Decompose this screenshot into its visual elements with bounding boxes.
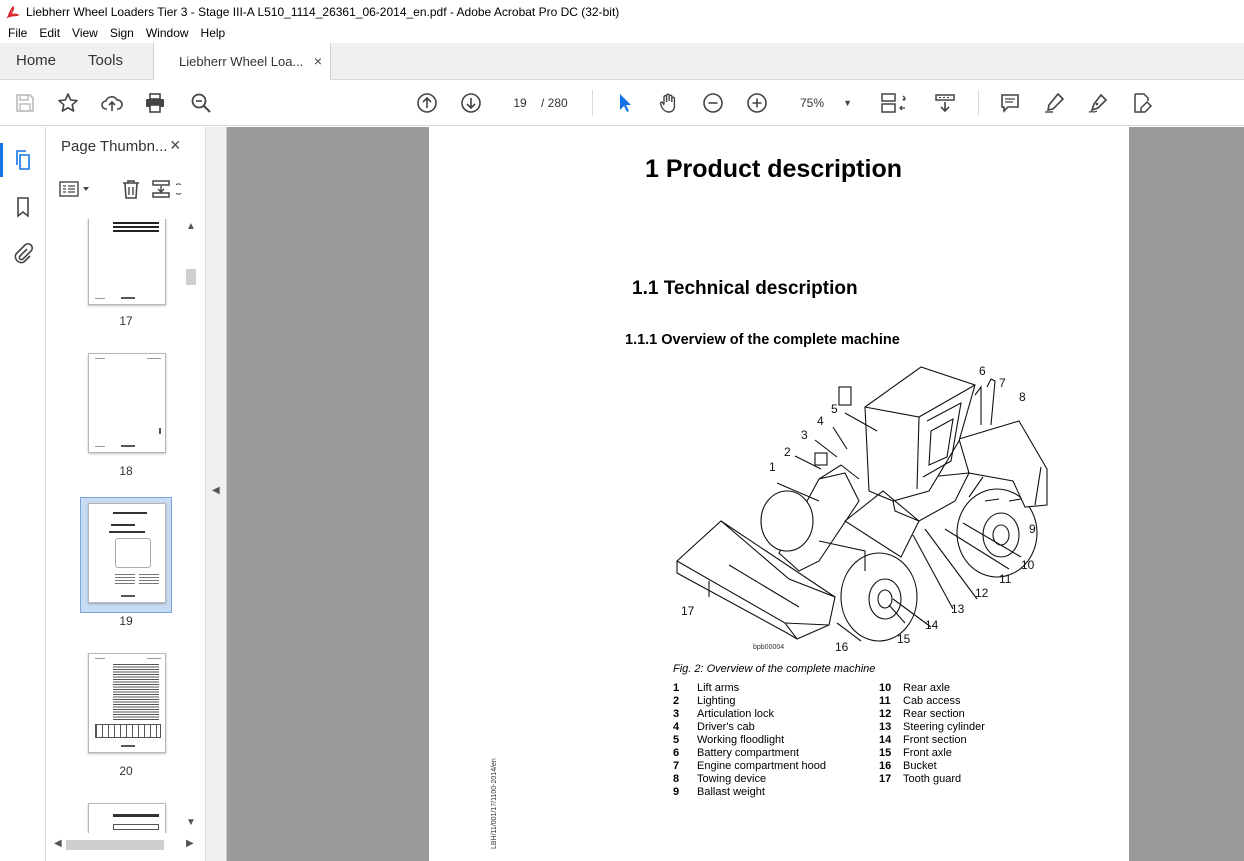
- delete-pages-button[interactable]: [118, 177, 144, 201]
- zoom-in-button[interactable]: [744, 90, 770, 116]
- callout-14: 14: [925, 618, 939, 632]
- scroll-page-icon: [934, 92, 956, 114]
- callout-3: 3: [801, 428, 808, 442]
- scrollbar-thumb[interactable]: [186, 269, 196, 285]
- pdf-page: [429, 127, 1129, 861]
- thumbnail-page-21[interactable]: [88, 803, 166, 833]
- scroll-down-icon[interactable]: ▼: [186, 817, 196, 828]
- edit-pdf-button[interactable]: [1129, 90, 1155, 116]
- callout-6: 6: [979, 364, 986, 378]
- legend-item: 17 Tooth guard: [879, 773, 962, 785]
- bookmarks-toggle[interactable]: [10, 194, 36, 220]
- page-thumbnails-icon: [12, 149, 34, 171]
- callout-5: 5: [831, 402, 838, 416]
- arrow-down-circle-icon: [460, 92, 482, 114]
- tab-tools[interactable]: Tools: [88, 52, 124, 69]
- legend-item: 9 Ballast weight: [673, 786, 765, 798]
- select-tool-button[interactable]: [612, 90, 638, 116]
- legend-item: 10 Rear axle: [879, 682, 951, 694]
- callout-7: 7: [999, 376, 1006, 390]
- scroll-up-icon[interactable]: ▲: [186, 221, 196, 232]
- star-icon: [57, 92, 79, 114]
- panel-title: Page Thumbn...: [61, 138, 168, 155]
- callout-17: 17: [681, 604, 695, 618]
- next-page-button[interactable]: [458, 90, 484, 116]
- comment-button[interactable]: [997, 90, 1023, 116]
- menu-bar: [0, 23, 1244, 43]
- extract-pages-button[interactable]: [148, 177, 174, 201]
- scroll-right-icon[interactable]: ▶: [186, 838, 194, 849]
- page-fit-button[interactable]: [876, 90, 912, 116]
- legend-item: 4 Driver's cab: [673, 721, 755, 733]
- upload-button[interactable]: [99, 90, 125, 116]
- callout-8: 8: [1019, 390, 1026, 404]
- legend-item: 16 Bucket: [879, 760, 937, 772]
- wheel-loader-figure: [669, 361, 1049, 653]
- find-button[interactable]: [188, 90, 214, 116]
- section-heading: 1.1 Technical description: [632, 278, 858, 299]
- callout-16: 16: [835, 640, 849, 653]
- menu-window[interactable]: Window: [145, 26, 189, 40]
- title-bar: [0, 0, 1244, 23]
- thumbnail-label-18: 18: [119, 464, 133, 478]
- list-options-icon: [58, 178, 92, 200]
- legend-right: [879, 682, 985, 786]
- legend-item: 7 Engine compartment hood: [673, 760, 827, 772]
- collapse-left-icon: ◀: [212, 485, 220, 496]
- navigation-rail: [0, 127, 46, 861]
- hand-icon: [658, 92, 680, 114]
- menu-sign[interactable]: Sign: [109, 26, 134, 40]
- callout-11: 11: [999, 572, 1012, 586]
- print-button[interactable]: [142, 90, 168, 116]
- rotate-pages-button[interactable]: [176, 177, 190, 201]
- callout-13: 13: [951, 602, 965, 616]
- menu-file[interactable]: File: [8, 26, 28, 40]
- figure-code: bpb00004: [753, 644, 785, 651]
- callout-15: 15: [897, 632, 911, 646]
- toolbar-divider: [592, 90, 593, 116]
- hand-tool-button[interactable]: [656, 90, 682, 116]
- save-button[interactable]: [12, 90, 38, 116]
- zoom-level-value: 75%: [800, 96, 825, 110]
- minus-circle-icon: [702, 92, 724, 114]
- rotate-icon: [176, 178, 190, 200]
- callout-1: 1: [769, 460, 776, 474]
- paperclip-icon: [12, 242, 34, 264]
- bookmark-icon: [12, 196, 34, 218]
- scroll-mode-button[interactable]: [932, 90, 958, 116]
- cloud-upload-icon: [101, 92, 123, 114]
- thumbnail-page-19[interactable]: [88, 503, 166, 603]
- thumbnail-options-button[interactable]: [58, 177, 92, 201]
- tab-document[interactable]: [153, 43, 331, 80]
- page-total: / 280: [541, 96, 568, 110]
- subsection-heading: 1.1.1 Overview of the complete machine: [625, 332, 900, 348]
- arrow-up-circle-icon: [416, 92, 438, 114]
- legend-item: 3 Articulation lock: [673, 708, 775, 720]
- callout-9: 9: [1029, 522, 1036, 536]
- page-thumbnails-toggle[interactable]: [10, 147, 36, 173]
- thumbnail-label-17: 17: [119, 314, 133, 328]
- fit-page-icon: [879, 92, 909, 114]
- legend-item: 15 Front axle: [879, 747, 952, 759]
- draw-button[interactable]: [1085, 90, 1111, 116]
- page-extract-icon: [150, 178, 172, 200]
- figure-caption: Fig. 2: Overview of the complete machine: [673, 663, 876, 675]
- thumbnail-vertical-scrollbar[interactable]: [184, 219, 198, 833]
- legend-left: [673, 682, 826, 799]
- tab-bar: [0, 43, 1244, 80]
- legend-item: 8 Towing device: [673, 773, 767, 785]
- document-side-code: LBH/11/001/17/1100-2014/en: [491, 758, 498, 849]
- thumbnail-page-20[interactable]: [88, 653, 166, 753]
- callout-10: 10: [1021, 558, 1035, 572]
- menu-view[interactable]: View: [72, 26, 98, 40]
- page-thumbnails-panel: [46, 127, 206, 861]
- document-viewer[interactable]: [227, 127, 1244, 861]
- close-panel-icon[interactable]: ×: [170, 135, 181, 155]
- fountain-pen-icon: [1087, 92, 1109, 114]
- trash-icon: [120, 178, 142, 200]
- window-title: Liebherr Wheel Loaders Tier 3 - Stage III-A L510_1114_26361_06-2014_en.pdf - Adobe Acrobat Pro DC (32-bit): [26, 4, 620, 19]
- thumbnail-label-20: 20: [119, 764, 133, 778]
- comment-icon: [999, 92, 1021, 114]
- zoom-level-select[interactable]: [792, 91, 856, 115]
- legend-item: 12 Rear section: [879, 708, 965, 720]
- toolbar: [0, 80, 1244, 126]
- previous-page-button[interactable]: [414, 90, 440, 116]
- thumbnail-page-18[interactable]: [88, 353, 166, 453]
- menu-help[interactable]: Help: [200, 26, 226, 40]
- thumbnail-horizontal-scrollbar[interactable]: [52, 837, 198, 853]
- toolbar-divider: [978, 90, 979, 116]
- menu-edit[interactable]: Edit: [39, 26, 61, 40]
- zoom-search-icon: [190, 92, 212, 114]
- close-tab-icon[interactable]: ×: [313, 53, 322, 69]
- legend-item: 13 Steering cylinder: [879, 721, 985, 733]
- plus-circle-icon: [746, 92, 768, 114]
- acrobat-logo-icon: [6, 5, 20, 19]
- legend-item: 14 Front section: [879, 734, 967, 746]
- document-edit-icon: [1131, 92, 1153, 114]
- page-number-input[interactable]: 19: [503, 91, 537, 115]
- legend-item: 11 Cab access: [879, 695, 961, 707]
- chapter-heading: 1 Product description: [645, 155, 902, 183]
- panel-collapse-handle[interactable]: [206, 127, 227, 861]
- highlight-button[interactable]: [1041, 90, 1067, 116]
- legend-item: 1 Lift arms: [673, 682, 740, 694]
- thumbnail-list[interactable]: [46, 219, 206, 833]
- legend-item: 2 Lighting: [673, 695, 736, 707]
- scroll-left-icon[interactable]: ◀: [54, 838, 62, 849]
- bookmark-star-button[interactable]: [55, 90, 81, 116]
- printer-icon: [144, 92, 166, 114]
- callout-4: 4: [817, 414, 824, 428]
- thumbnail-label-19: 19: [119, 614, 133, 628]
- tab-home[interactable]: Home: [16, 52, 57, 69]
- thumbnail-page-17[interactable]: [88, 219, 166, 305]
- chevron-down-icon: ▼: [843, 98, 852, 108]
- highlighter-pen-icon: [1043, 92, 1065, 114]
- callout-2: 2: [784, 445, 791, 459]
- cursor-arrow-icon: [614, 92, 636, 114]
- save-icon: [14, 92, 36, 114]
- legend-item: 5 Working floodlight: [673, 734, 785, 746]
- zoom-out-button[interactable]: [700, 90, 726, 116]
- callout-12: 12: [975, 586, 989, 600]
- document-tab-label: Liebherr Wheel Loa...: [179, 54, 304, 69]
- legend-item: 6 Battery compartment: [673, 747, 800, 759]
- attachments-toggle[interactable]: [10, 240, 36, 266]
- horizontal-scrollbar-thumb[interactable]: [66, 840, 164, 850]
